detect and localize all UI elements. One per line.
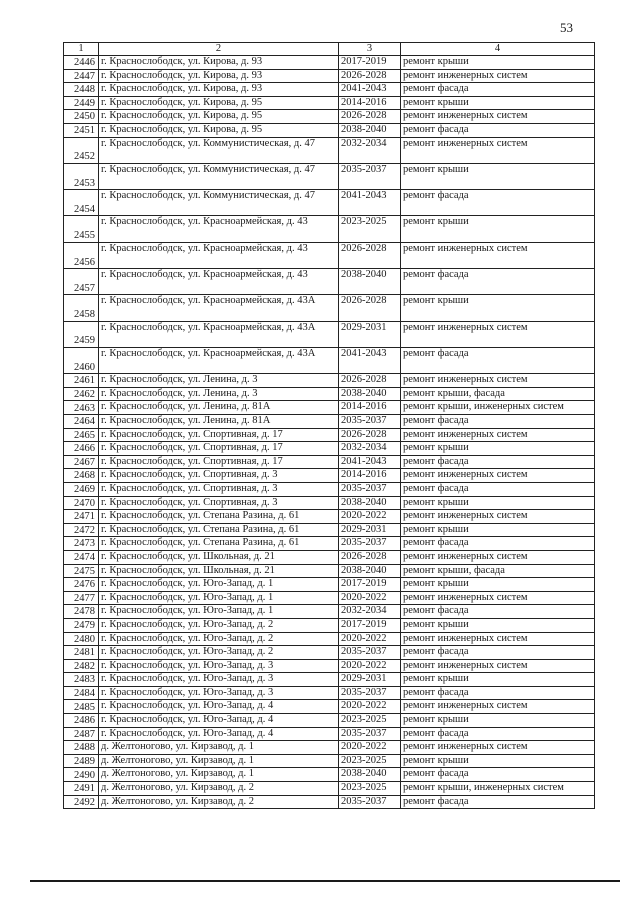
table-body	[64, 56, 595, 809]
row-work-type: ремонт инженерных систем	[401, 550, 595, 564]
row-address: д. Желтоногово, ул. Кирзавод, д. 1	[99, 768, 339, 782]
row-period: 2020-2022	[339, 632, 401, 646]
table-row	[64, 632, 595, 646]
row-period: 2020-2022	[339, 700, 401, 714]
row-period: 2041-2043	[339, 347, 401, 373]
row-period: 2035-2037	[339, 163, 401, 189]
row-period: 2017-2019	[339, 618, 401, 632]
row-number: 2475	[64, 564, 99, 578]
row-work-type: ремонт инженерных систем	[401, 110, 595, 124]
table-row	[64, 754, 595, 768]
row-number: 2477	[64, 591, 99, 605]
row-number: 2457	[64, 269, 99, 295]
row-number: 2448	[64, 83, 99, 97]
row-address: г. Краснослободск, ул. Красноармейская, д. 43А	[99, 347, 339, 373]
table-row	[64, 537, 595, 551]
table-row	[64, 269, 595, 295]
row-work-type: ремонт крыши	[401, 163, 595, 189]
row-period: 2017-2019	[339, 578, 401, 592]
row-address: г. Краснослободск, ул. Кирова, д. 93	[99, 56, 339, 70]
row-work-type: ремонт крыши	[401, 496, 595, 510]
header-col-1: 1	[64, 43, 99, 56]
row-work-type: ремонт фасада	[401, 415, 595, 429]
row-work-type: ремонт фасада	[401, 123, 595, 137]
table-row	[64, 163, 595, 189]
row-number: 2474	[64, 550, 99, 564]
row-address: г. Краснослободск, ул. Кирова, д. 95	[99, 123, 339, 137]
row-work-type: ремонт фасада	[401, 646, 595, 660]
row-period: 2026-2028	[339, 550, 401, 564]
row-work-type: ремонт инженерных систем	[401, 242, 595, 268]
table-row	[64, 768, 595, 782]
table-row	[64, 374, 595, 388]
row-work-type: ремонт фасада	[401, 605, 595, 619]
row-work-type: ремонт фасада	[401, 190, 595, 216]
row-address: г. Краснослободск, ул. Степана Разина, д. 61	[99, 510, 339, 524]
table-row	[64, 401, 595, 415]
row-number: 2455	[64, 216, 99, 242]
row-address: г. Краснослободск, ул. Спортивная, д. 17	[99, 428, 339, 442]
row-number: 2461	[64, 374, 99, 388]
row-number: 2484	[64, 686, 99, 700]
row-work-type: ремонт инженерных систем	[401, 741, 595, 755]
row-address: г. Краснослободск, ул. Красноармейская, д. 43	[99, 216, 339, 242]
row-address: г. Краснослободск, ул. Ленина, д. 81А	[99, 401, 339, 415]
row-period: 2035-2037	[339, 646, 401, 660]
table-row	[64, 578, 595, 592]
row-address: г. Краснослободск, ул. Юго-Запад, д. 2	[99, 646, 339, 660]
table-row	[64, 591, 595, 605]
table-row	[64, 564, 595, 578]
row-address: г. Краснослободск, ул. Спортивная, д. 17	[99, 455, 339, 469]
row-address: г. Краснослободск, ул. Коммунистическая, д. 47	[99, 137, 339, 163]
row-work-type: ремонт крыши	[401, 523, 595, 537]
row-address: д. Желтоногово, ул. Кирзавод, д. 1	[99, 754, 339, 768]
row-number: 2454	[64, 190, 99, 216]
table-row	[64, 727, 595, 741]
row-number: 2485	[64, 700, 99, 714]
row-address: г. Краснослободск, ул. Кирова, д. 95	[99, 96, 339, 110]
table-row	[64, 714, 595, 728]
row-number: 2464	[64, 415, 99, 429]
row-number: 2453	[64, 163, 99, 189]
row-address: г. Краснослободск, ул. Школьная, д. 21	[99, 564, 339, 578]
row-period: 2026-2028	[339, 295, 401, 321]
row-work-type: ремонт инженерных систем	[401, 137, 595, 163]
row-period: 2014-2016	[339, 469, 401, 483]
row-number: 2469	[64, 482, 99, 496]
row-period: 2038-2040	[339, 123, 401, 137]
row-number: 2480	[64, 632, 99, 646]
table-row	[64, 700, 595, 714]
row-work-type: ремонт фасада	[401, 727, 595, 741]
table-row	[64, 795, 595, 809]
row-work-type: ремонт крыши	[401, 754, 595, 768]
table-row	[64, 659, 595, 673]
row-number: 2482	[64, 659, 99, 673]
table-row	[64, 321, 595, 347]
row-number: 2452	[64, 137, 99, 163]
row-period: 2038-2040	[339, 269, 401, 295]
row-work-type: ремонт крыши	[401, 673, 595, 687]
row-number: 2465	[64, 428, 99, 442]
row-period: 2029-2031	[339, 321, 401, 347]
table-row	[64, 428, 595, 442]
row-address: г. Краснослободск, ул. Спортивная, д. 3	[99, 496, 339, 510]
row-address: г. Краснослободск, ул. Красноармейская, д. 43А	[99, 295, 339, 321]
row-address: г. Краснослободск, ул. Юго-Запад, д. 1	[99, 578, 339, 592]
table-row	[64, 415, 595, 429]
table-row	[64, 442, 595, 456]
row-work-type: ремонт фасада	[401, 795, 595, 809]
row-address: г. Краснослободск, ул. Юго-Запад, д. 3	[99, 659, 339, 673]
table-row	[64, 110, 595, 124]
row-address: г. Краснослободск, ул. Кирова, д. 93	[99, 69, 339, 83]
row-period: 2014-2016	[339, 96, 401, 110]
table-row	[64, 295, 595, 321]
row-period: 2023-2025	[339, 714, 401, 728]
table-row	[64, 673, 595, 687]
table-row	[64, 242, 595, 268]
row-number: 2468	[64, 469, 99, 483]
row-work-type: ремонт инженерных систем	[401, 700, 595, 714]
row-work-type: ремонт инженерных систем	[401, 69, 595, 83]
row-work-type: ремонт фасада	[401, 482, 595, 496]
row-work-type: ремонт крыши, инженерных систем	[401, 782, 595, 796]
row-number: 2450	[64, 110, 99, 124]
row-period: 2026-2028	[339, 374, 401, 388]
row-address: г. Краснослободск, ул. Степана Разина, д. 61	[99, 523, 339, 537]
row-period: 2032-2034	[339, 137, 401, 163]
row-number: 2467	[64, 455, 99, 469]
table-row	[64, 123, 595, 137]
row-period: 2035-2037	[339, 686, 401, 700]
row-period: 2038-2040	[339, 387, 401, 401]
bottom-divider	[30, 880, 620, 882]
row-number: 2476	[64, 578, 99, 592]
table-row	[64, 646, 595, 660]
table-row	[64, 605, 595, 619]
capital-repair-table	[63, 42, 595, 809]
row-address: г. Краснослободск, ул. Спортивная, д. 3	[99, 469, 339, 483]
table-row	[64, 96, 595, 110]
row-address: д. Желтоногово, ул. Кирзавод, д. 2	[99, 795, 339, 809]
row-period: 2035-2037	[339, 795, 401, 809]
row-period: 2020-2022	[339, 510, 401, 524]
row-work-type: ремонт крыши	[401, 578, 595, 592]
row-work-type: ремонт крыши	[401, 56, 595, 70]
row-period: 2035-2037	[339, 537, 401, 551]
table-row	[64, 347, 595, 373]
row-work-type: ремонт крыши	[401, 714, 595, 728]
row-number: 2460	[64, 347, 99, 373]
row-number: 2491	[64, 782, 99, 796]
row-number: 2462	[64, 387, 99, 401]
row-work-type: ремонт инженерных систем	[401, 632, 595, 646]
row-period: 2041-2043	[339, 190, 401, 216]
row-work-type: ремонт инженерных систем	[401, 469, 595, 483]
row-address: г. Краснослободск, ул. Юго-Запад, д. 2	[99, 618, 339, 632]
row-work-type: ремонт крыши	[401, 96, 595, 110]
row-number: 2458	[64, 295, 99, 321]
row-address: г. Краснослободск, ул. Школьная, д. 21	[99, 550, 339, 564]
row-address: г. Краснослободск, ул. Спортивная, д. 17	[99, 442, 339, 456]
row-number: 2489	[64, 754, 99, 768]
row-period: 2035-2037	[339, 727, 401, 741]
row-address: г. Краснослободск, ул. Степана Разина, д. 61	[99, 537, 339, 551]
table-row	[64, 618, 595, 632]
row-address: г. Краснослободск, ул. Кирова, д. 95	[99, 110, 339, 124]
row-period: 2038-2040	[339, 768, 401, 782]
row-address: г. Краснослободск, ул. Красноармейская, д. 43	[99, 269, 339, 295]
row-address: г. Краснослободск, ул. Юго-Запад, д. 1	[99, 605, 339, 619]
row-period: 2032-2034	[339, 605, 401, 619]
row-number: 2487	[64, 727, 99, 741]
row-work-type: ремонт фасада	[401, 686, 595, 700]
row-address: г. Краснослободск, ул. Юго-Запад, д. 3	[99, 686, 339, 700]
row-period: 2035-2037	[339, 415, 401, 429]
row-work-type: ремонт инженерных систем	[401, 321, 595, 347]
row-number: 2481	[64, 646, 99, 660]
row-work-type: ремонт фасада	[401, 537, 595, 551]
row-number: 2486	[64, 714, 99, 728]
row-period: 2038-2040	[339, 564, 401, 578]
row-work-type: ремонт крыши, фасада	[401, 387, 595, 401]
row-number: 2447	[64, 69, 99, 83]
row-work-type: ремонт инженерных систем	[401, 428, 595, 442]
row-period: 2020-2022	[339, 741, 401, 755]
row-period: 2023-2025	[339, 216, 401, 242]
header-col-3: 3	[339, 43, 401, 56]
table-row	[64, 216, 595, 242]
row-address: г. Краснослободск, ул. Юго-Запад, д. 1	[99, 591, 339, 605]
row-work-type: ремонт фасада	[401, 347, 595, 373]
row-address: г. Краснослободск, ул. Кирова, д. 93	[99, 83, 339, 97]
header-col-2: 2	[99, 43, 339, 56]
row-number: 2463	[64, 401, 99, 415]
row-number: 2456	[64, 242, 99, 268]
table-row	[64, 496, 595, 510]
table-row	[64, 482, 595, 496]
row-number: 2471	[64, 510, 99, 524]
row-work-type: ремонт крыши, инженерных систем	[401, 401, 595, 415]
row-address: г. Краснослободск, ул. Красноармейская, д. 43	[99, 242, 339, 268]
table-row	[64, 686, 595, 700]
row-work-type: ремонт крыши	[401, 216, 595, 242]
table-row	[64, 469, 595, 483]
row-period: 2026-2028	[339, 110, 401, 124]
row-address: г. Краснослободск, ул. Коммунистическая, д. 47	[99, 163, 339, 189]
table-row	[64, 741, 595, 755]
row-work-type: ремонт фасада	[401, 455, 595, 469]
row-number: 2473	[64, 537, 99, 551]
row-period: 2029-2031	[339, 523, 401, 537]
row-period: 2017-2019	[339, 56, 401, 70]
table-header-row	[64, 43, 595, 56]
row-address: г. Краснослободск, ул. Юго-Запад, д. 2	[99, 632, 339, 646]
table-row	[64, 137, 595, 163]
row-address: г. Краснослободск, ул. Ленина, д. 3	[99, 387, 339, 401]
table-row	[64, 83, 595, 97]
row-number: 2492	[64, 795, 99, 809]
row-period: 2041-2043	[339, 83, 401, 97]
row-period: 2020-2022	[339, 591, 401, 605]
row-address: д. Желтоногово, ул. Кирзавод, д. 1	[99, 741, 339, 755]
row-period: 2023-2025	[339, 782, 401, 796]
row-work-type: ремонт инженерных систем	[401, 591, 595, 605]
row-number: 2472	[64, 523, 99, 537]
row-number: 2470	[64, 496, 99, 510]
row-address: г. Краснослободск, ул. Юго-Запад, д. 3	[99, 673, 339, 687]
row-period: 2038-2040	[339, 496, 401, 510]
row-work-type: ремонт фасада	[401, 83, 595, 97]
row-period: 2035-2037	[339, 482, 401, 496]
row-period: 2026-2028	[339, 428, 401, 442]
table-row	[64, 550, 595, 564]
header-col-4: 4	[401, 43, 595, 56]
row-address: г. Краснослободск, ул. Юго-Запад, д. 4	[99, 700, 339, 714]
row-work-type: ремонт крыши, фасада	[401, 564, 595, 578]
row-number: 2446	[64, 56, 99, 70]
row-number: 2466	[64, 442, 99, 456]
row-period: 2014-2016	[339, 401, 401, 415]
row-work-type: ремонт крыши	[401, 442, 595, 456]
row-number: 2449	[64, 96, 99, 110]
row-period: 2026-2028	[339, 242, 401, 268]
row-work-type: ремонт крыши	[401, 295, 595, 321]
row-work-type: ремонт крыши	[401, 618, 595, 632]
row-period: 2029-2031	[339, 673, 401, 687]
row-address: д. Желтоногово, ул. Кирзавод, д. 2	[99, 782, 339, 796]
row-work-type: ремонт фасада	[401, 269, 595, 295]
row-number: 2451	[64, 123, 99, 137]
row-address: г. Краснослободск, ул. Красноармейская, д. 43А	[99, 321, 339, 347]
row-period: 2026-2028	[339, 69, 401, 83]
table-row	[64, 69, 595, 83]
row-address: г. Краснослободск, ул. Юго-Запад, д. 4	[99, 727, 339, 741]
row-address: г. Краснослободск, ул. Спортивная, д. 3	[99, 482, 339, 496]
row-number: 2488	[64, 741, 99, 755]
table-row	[64, 523, 595, 537]
row-work-type: ремонт инженерных систем	[401, 510, 595, 524]
table-row	[64, 387, 595, 401]
row-period: 2020-2022	[339, 659, 401, 673]
row-number: 2459	[64, 321, 99, 347]
row-address: г. Краснослободск, ул. Юго-Запад, д. 4	[99, 714, 339, 728]
table-row	[64, 56, 595, 70]
row-address: г. Краснослободск, ул. Коммунистическая, д. 47	[99, 190, 339, 216]
page-number: 53	[560, 20, 573, 35]
row-number: 2490	[64, 768, 99, 782]
table-row	[64, 782, 595, 796]
row-work-type: ремонт фасада	[401, 768, 595, 782]
row-address: г. Краснослободск, ул. Ленина, д. 81А	[99, 415, 339, 429]
row-number: 2483	[64, 673, 99, 687]
row-number: 2478	[64, 605, 99, 619]
row-number: 2479	[64, 618, 99, 632]
row-work-type: ремонт инженерных систем	[401, 659, 595, 673]
table-row	[64, 455, 595, 469]
table-row	[64, 510, 595, 524]
row-address: г. Краснослободск, ул. Ленина, д. 3	[99, 374, 339, 388]
row-period: 2041-2043	[339, 455, 401, 469]
table-row	[64, 190, 595, 216]
row-period: 2032-2034	[339, 442, 401, 456]
row-period: 2023-2025	[339, 754, 401, 768]
row-work-type: ремонт инженерных систем	[401, 374, 595, 388]
